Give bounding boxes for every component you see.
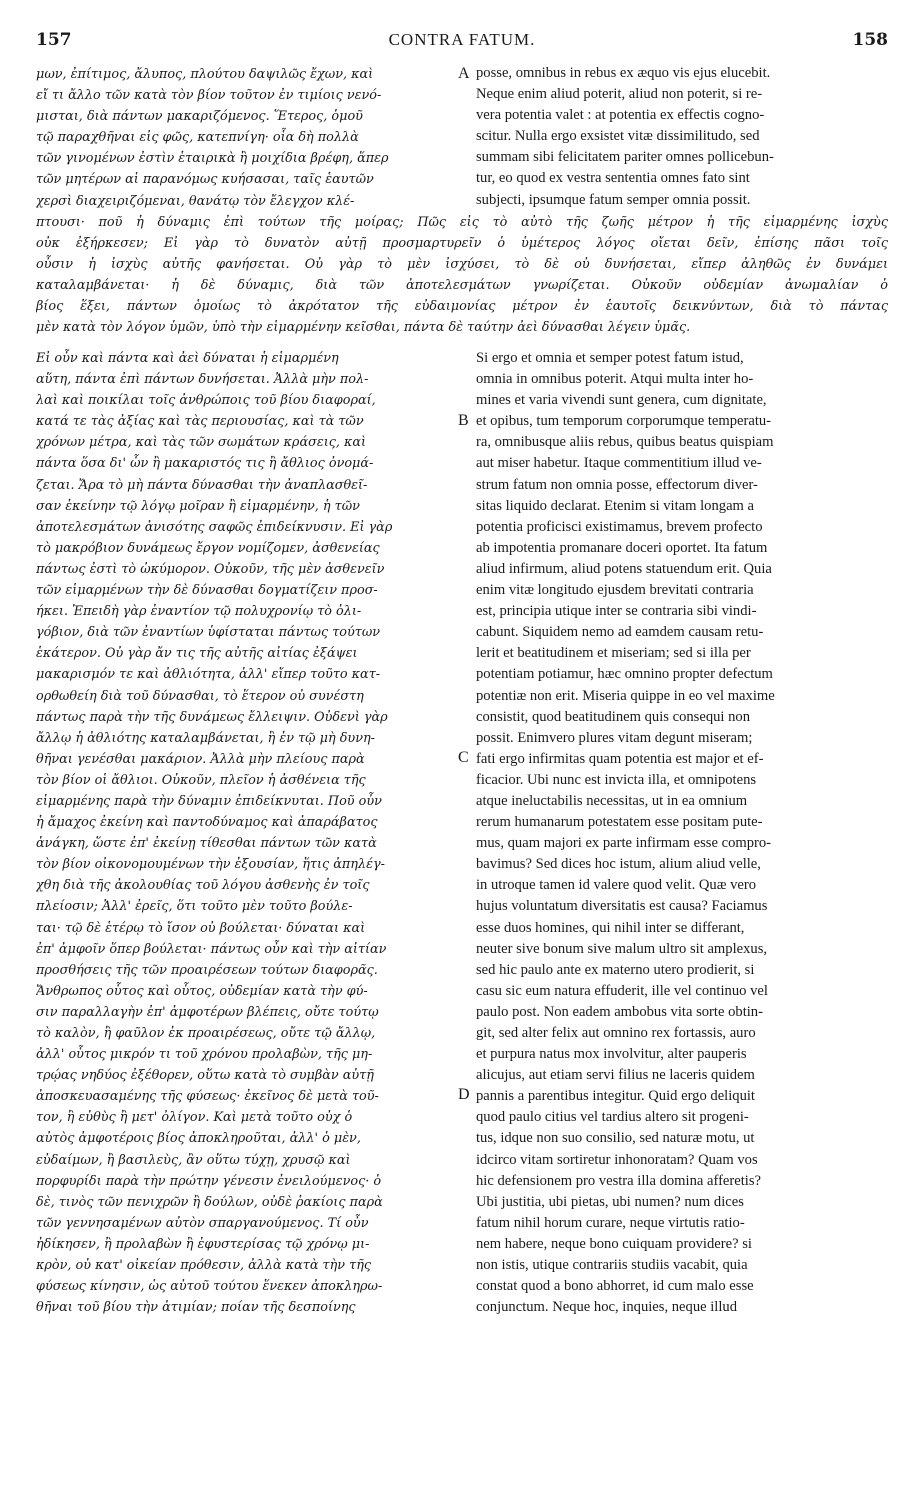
page-number-right: 158 bbox=[852, 30, 888, 50]
greek-text-line: ἄλλῳ ἡ ἀθλιότης καταλαμβάνεται, ἢ ἐν τῷ μὴ δυνη- bbox=[36, 730, 375, 746]
latin-text-line: conjunctum. Neque hoc, inquies, neque illud bbox=[476, 1299, 738, 1316]
latin-column-main bbox=[476, 348, 888, 1318]
greek-text-line: πτουσι· ποῦ ἡ δύναμις ἐπὶ τούτων τῆς μοίρας; Πῶς εἰς τὸ αὐτὸ τῆς ζωῆς μέτρον ἡ τῆς εἱμαρμένης ἰσχὺς bbox=[36, 215, 888, 230]
latin-text-line: nem habere, neque bono cuiquam providere? si bbox=[476, 1235, 752, 1252]
greek-text-line: κρὸν, οὐ κατ' οἰκείαν πρόθεσιν, ἀλλὰ κατὰ τὴν τῆς bbox=[36, 1258, 372, 1274]
running-header bbox=[36, 30, 888, 54]
latin-text-line: posse, omnibus in rebus ex æquo vis ejus elucebit. bbox=[476, 65, 771, 81]
greek-text-line: Ἄνθρωπος οὗτος καὶ οὗτος, οὐδεμίαν κατὰ τὴν φύ- bbox=[36, 983, 368, 999]
greek-text-line: πάντως ἐστὶ τὸ ὠκύμορον. Οὐκοῦν, τῆς μὲν ἀσθενεῖν bbox=[36, 561, 385, 577]
latin-text-line: possit. Enimvero plures vitam degunt miseram; bbox=[476, 729, 753, 746]
greek-text-line: ἀλλ' οὗτος μικρόν τι τοῦ χρόνου προλαβὼν, τῆς μη- bbox=[36, 1047, 373, 1063]
greek-text-line: αὕτη, πάντα ἐπὶ πάντων δυνήσεται. Ἀλλὰ μὴν πολ- bbox=[36, 372, 369, 388]
greek-text-line: Εἰ οὖν καὶ πάντα καὶ ἀεὶ δύναται ἡ εἱμαρμένη bbox=[36, 351, 339, 366]
latin-text-line: cabunt. Siquidem nemo ad eamdem causam retu- bbox=[476, 624, 764, 641]
latin-text-line: pannis a parentibus integitur. Quid ergo deliquit bbox=[476, 1088, 755, 1105]
greek-text-line: δὲ, τινὸς τῶν πενιχρῶν ἢ δούλων, οὐδὲ ῥακίοις παρὰ bbox=[36, 1194, 383, 1210]
latin-text-line: constat quod a bono abhorret, id cum malo esse bbox=[476, 1278, 754, 1295]
latin-text-line: sed hic paulo ante ex materno utero prodierit, si bbox=[476, 961, 755, 978]
greek-text-line: οὐκ ἐξήρκεσεν; Εἰ γὰρ τὸ δυνατὸν αὐτῇ προσμαρτυρεῖν ὁ ὑμέτερος λόγος οἴεται δεῖν, ἐπίσης πᾶσι τοῖς bbox=[36, 236, 888, 252]
greek-text-line: γόβιον, διὰ τῶν ἐναντίων ὑφίσταται πάντως τούτων bbox=[36, 625, 381, 641]
latin-text-line: paulo post. Non eadem ambobus vita sorte obtin- bbox=[476, 1003, 763, 1020]
latin-text-line: non istis, utique contrariis studiis vacabit, quia bbox=[476, 1257, 748, 1274]
greek-text-line: οὖσιν ἡ ἰσχὺς αὐτῆς φανήσεται. Οὐ γὰρ τὸ μὲν ἰσχύσει, τὸ δὲ οὐ δυνήσεται, εἴπερ ἀληθῶς ἐν δυνάμει bbox=[36, 257, 888, 273]
greek-text-line: ἐπ' ἀμφοῖν ὅπερ βούλεται· πάντως οὖν καὶ τὴν αἰτίαν bbox=[36, 941, 387, 957]
latin-text-line: tur, eo quod ex vestra sententia omnes fato sint bbox=[476, 170, 750, 187]
greek-text-line: φύσεως κίνησιν, ὡς αὐτοῦ τούτου ἕνεκεν ἀποκληρω- bbox=[36, 1279, 383, 1295]
latin-text-line: enim vitæ longitudo ejusdem brevitati contraria bbox=[476, 582, 754, 599]
greek-full-width-passage bbox=[36, 212, 888, 339]
section-marker-b: B bbox=[458, 412, 469, 429]
greek-text-line: θῆναι τοῦ βίου τὴν ἀτιμίαν; ποίαν τῆς δεσποίνης bbox=[36, 1300, 356, 1316]
latin-text-line: quod paulo citius vel tardius altero sit progeni- bbox=[476, 1109, 749, 1126]
latin-text-line: ra, omnibusque aliis rebus, quibus beatus quispiam bbox=[476, 434, 774, 451]
section-marker-a: A bbox=[458, 65, 470, 82]
greek-text-line: τῶν γινομένων ἐστὶν ἑταιρικὰ ἢ μοιχίδια βρέφη, ἅπερ bbox=[36, 151, 389, 167]
greek-text-line: εἱμαρμένης παρὰ τὴν δύναμιν ἐπιδείκνυται. Ποῦ οὖν bbox=[36, 793, 382, 809]
greek-text-line: προσθήσεις τῆς τῶν προαιρέσεων τούτων διαφορᾶς. bbox=[36, 962, 378, 978]
latin-text-line: ab impotentia promanare doceri oportet. Ita fatum bbox=[476, 539, 768, 556]
latin-text-line: neuter sive bonum sive malum ultro sit amplexus, bbox=[476, 940, 768, 957]
latin-text-line: potentiæ non erit. Miseria quippe in eo vel maxime bbox=[476, 687, 775, 704]
greek-text-line: τῶν μητέρων αἱ παρανόμως κυήσασαι, ταῖς ἑαυτῶν bbox=[36, 172, 374, 188]
latin-text-line: Si ergo et omnia et semper potest fatum istud, bbox=[476, 350, 744, 366]
latin-text-line: potentiam potiamur, hæc omnino propter defectum bbox=[476, 666, 773, 683]
greek-text-line: πάντως παρὰ τὴν τῆς δυνάμεως ἔλλειψιν. Οὐδενὶ γὰρ bbox=[36, 709, 388, 725]
latin-text-line: fati ergo infirmitas quam potentia est major et ef- bbox=[476, 750, 764, 767]
latin-text-line: git, sed alter felix aut omnino rex fortassis, auro bbox=[476, 1025, 756, 1041]
greek-text-line: τρῴας νηδύος ἐξέθορεν, οὕτω κατὰ τὸ συμβὰν αὐτῇ bbox=[36, 1068, 374, 1084]
latin-text-line: lerit et beatitudinem et miseriam; sed si illa per bbox=[476, 645, 751, 662]
latin-text-line: ficacior. Ubi nunc est invicta illa, et omnipotens bbox=[476, 771, 757, 788]
greek-text-line: ται· τῷ δὲ ἑτέρῳ τὸ ἴσον οὐ βούλεται· δύναται καὶ bbox=[36, 920, 366, 936]
latin-text-line: esse duos homines, qui nihil inter se differant, bbox=[476, 919, 745, 936]
greek-text-line: τον, ἢ εὐθὺς ἢ μετ' ὀλίγον. Καὶ μετὰ τοῦτο οὐχ ὁ bbox=[36, 1110, 353, 1126]
section-marker-c: C bbox=[458, 749, 469, 766]
greek-text-line: μων, ἐπίτιμος, ἄλυπος, πλούτου δαψιλῶς ἔχων, καὶ bbox=[36, 67, 374, 82]
latin-text-line: est, principia utique inter se contraria sibi vindi- bbox=[476, 603, 757, 620]
running-title: CONTRA FATUM. bbox=[388, 30, 536, 49]
latin-text-line: idcirco vitam sortiretur inhonoratam? Quam vos bbox=[476, 1151, 758, 1168]
greek-text-line: ἀποτελεσμάτων ἀνισότης σαφῶς ἐπιδείκνυσιν. Εἰ γὰρ bbox=[36, 519, 393, 535]
greek-text-line: θῆναι γενέσθαι μακάριον. Ἀλλὰ μὴν πλείους παρὰ bbox=[36, 751, 365, 767]
greek-text-line: εἴ τι ἄλλο τῶν κατὰ τὸν βίον τοῦτον ἐν τιμίοις νενό- bbox=[36, 88, 382, 104]
greek-text-line: αὐτὸς ἀμφοτέροις βίος ἀποκληροῦται, ἀλλ' ὁ μὲν, bbox=[36, 1131, 361, 1147]
latin-text-line: tus, idque non suo consilio, sed naturæ motu, ut bbox=[476, 1130, 755, 1147]
greek-text-line: πλείοσιν; Ἀλλ' ἐρεῖς, ὅτι τοῦτο μὲν τοῦτο βούλε- bbox=[36, 899, 353, 915]
greek-text-line: ἡ ἄμαχος ἐκείνη καὶ παντοδύναμος καὶ ἀπαράβατος bbox=[36, 815, 378, 831]
greek-text-line: χερσὶ διαχειριζόμεναι, θανάτῳ τὸν ἔλεγχον κλέ- bbox=[36, 193, 355, 209]
greek-text-line: τὸν βίον οἱ ἄθλιοι. Οὐκοῦν, πλεῖον ἡ ἀσθένεια τῆς bbox=[36, 772, 366, 788]
latin-text-line: hic defensionem pro vestra illa domina afferetis? bbox=[476, 1172, 762, 1189]
greek-text-line: τὸν βίον οἰκονομουμένων τὴν ἐξουσίαν, ἥτις ἀπηλέγ- bbox=[36, 857, 385, 873]
greek-text-line: μακαρισμόν τε καὶ ἀθλιότητα, ἀλλ' εἴπερ τοῦτο κατ- bbox=[36, 667, 381, 683]
latin-column-top bbox=[476, 63, 888, 211]
latin-text-line: casu sic eum natura effuderit, ille vel continuo vel bbox=[476, 982, 768, 999]
greek-text-line: ήκει. Ἐπειδὴ γὰρ ἐναντίον τῷ πολυχρονίῳ τὸ ὀλι- bbox=[36, 604, 362, 620]
latin-text-line: mus, quam majori ex parte infirmam esse compro- bbox=[476, 835, 772, 852]
latin-text-line: vera potentia valet : at potentia ex effectis cogno- bbox=[476, 107, 765, 124]
greek-text-line: σαν ἐκείνην τῷ λόγῳ μοῖραν ἢ εἱμαρμένην, ἡ τῶν bbox=[36, 498, 360, 514]
latin-text-line: strum fatum non omnia posse, effectorum diver- bbox=[476, 476, 758, 493]
latin-text-line: et opibus, tum temporum corporumque temperatu- bbox=[476, 413, 772, 430]
greek-text-line: σιν παραλλαγὴν ἐπ' ἀμφοτέρων βλέπεις, οὔτε τούτῳ bbox=[36, 1004, 379, 1020]
greek-text-line: εὐδαίμων, ἢ βασιλεὺς, ἂν οὕτω τύχῃ, χρυσῷ καὶ bbox=[36, 1152, 351, 1168]
latin-text-line: sitas liquido declarat. Etenim si vitam longam a bbox=[476, 497, 755, 514]
greek-text-line: ἑκάτερον. Οὐ γὰρ ἄν τις τῆς αὐτῆς αἰτίας ἐξάψει bbox=[36, 646, 358, 662]
latin-text-line: Neque enim aliud poterit, aliud non poterit, si re- bbox=[476, 86, 763, 103]
greek-text-line: λαὶ καὶ ποικίλαι τοῖς ἀνθρώποις τοῦ βίου διαφοραί, bbox=[36, 393, 376, 409]
greek-text-line: καταλαμβάνεται· ἡ δὲ δύναμις, διὰ τῶν ἀποτελεσμάτων γνωρίζεται. Οὐκοῦν οὐδεμίαν ἀνωμαλίαν ὁ bbox=[36, 278, 888, 294]
latin-text-line: aliud infirmum, aliud potens statuendum erit. Quia bbox=[476, 560, 772, 577]
section-marker-d: D bbox=[458, 1086, 470, 1103]
greek-text-line: χθη διὰ τῆς ἀκολουθίας τοῦ λόγου ἀσθενὴς ἐν τοῖς bbox=[36, 878, 370, 894]
page-number-left: 157 bbox=[36, 30, 72, 50]
greek-text-line: τῷ παραχθῆναι εἰς φῶς, κατεπνίγη· οἷα δὴ πολλὰ bbox=[36, 130, 359, 146]
greek-text-line: τὸ μακρόβιον δυνάμεως ἔργον νομίζομεν, ἀσθενείας bbox=[36, 540, 380, 556]
greek-text-line: τῶν γεννησαμένων αὐτὸν σπαργανούμενος. Τί οὖν bbox=[36, 1215, 369, 1231]
latin-text-line: atque ineluctabilis necessitas, ut in ea omnium bbox=[476, 792, 748, 809]
greek-text-line: τὸ καλὸν, ἢ φαῦλον ἐκ προαιρέσεως, οὔτε τῷ ἄλλῳ, bbox=[36, 1026, 376, 1041]
latin-text-line: in utroque tamen id valere quod velit. Quæ vero bbox=[476, 877, 757, 894]
latin-text-line: subjecti, ipsumque fatum semper omnia possit. bbox=[476, 191, 751, 208]
latin-text-line: mines et varia vivendi sunt genera, cum dignitate, bbox=[476, 392, 767, 409]
greek-text-line: ορθωθείη διὰ τοῦ δύνασθαι, τὸ ἕτερον οὐ συνέστη bbox=[36, 688, 364, 704]
latin-text-line: potentia proficisci existimamus, brevem profecto bbox=[476, 518, 763, 535]
greek-column-main bbox=[36, 348, 456, 1318]
latin-text-line: fatum nihil horum curare, neque virtutis ratio- bbox=[476, 1214, 745, 1231]
latin-text-line: scitur. Nulla ergo exsistet vitæ dissimilitudo, sed bbox=[476, 128, 760, 145]
greek-text-line: χρόνων μέτρα, καὶ τὰς τῶν σωμάτων κράσεις, καὶ bbox=[36, 435, 367, 451]
latin-text-line: Ubi justitia, ubi pietas, ubi numen? num dices bbox=[476, 1193, 744, 1210]
greek-text-line: τῶν εἱμαρμένων τὴν δὲ δύνασθαι δογματίζειν προσ- bbox=[36, 583, 378, 599]
greek-text-line: πορφυρίδι παρὰ τὴν πρώτην γένεσιν ἐνειλούμενος· ὁ bbox=[36, 1173, 382, 1189]
greek-text-line: ἀνάγκη, ὥστε ἐπ' ἐκείνῃ τίθεσθαι πάντων τῶν κατὰ bbox=[36, 836, 377, 852]
latin-text-line: rerum humanarum potestatem esse positam pute- bbox=[476, 814, 763, 831]
latin-text-line: consistit, quod beatitudinem quis consequi non bbox=[476, 708, 751, 725]
greek-text-line: κατά τε τὰς ἀξίας καὶ τὰς περιουσίας, καὶ τὰ τῶν bbox=[36, 414, 364, 430]
greek-text-line: ζεται. Ἄρα τὸ μὴ πάντα δύνασθαι τὴν ἀναπλασθεῖ- bbox=[36, 477, 368, 493]
greek-text-line: μὲν κατὰ τὸν λόγον ὑμῶν, ὑπὸ τὴν εἱμαρμένην κεῖσθαι, πάντα δὲ ταύτην ἀεὶ δύνασθαι λέγειν ὑμᾶς. bbox=[36, 320, 691, 336]
latin-text-line: omnia in omnibus poterit. Atqui multa inter ho- bbox=[476, 371, 754, 388]
greek-text-line: μισται, διὰ πάντων μακαριζόμενος. Ἕτερος, ὁμοῦ bbox=[36, 109, 363, 125]
latin-text-line: aut miser habetur. Itaque commentitium illud ve- bbox=[476, 455, 762, 472]
greek-text-line: ἠδίκησεν, ἢ προλαβὼν ἢ ἐφυστερίσας τῷ χρόνῳ μι- bbox=[36, 1236, 370, 1252]
latin-text-line: et purpura natus mox involvitur, alter pauperis bbox=[476, 1046, 747, 1063]
latin-text-line: bavimus? Sed dices hoc istum, alium aliud velle, bbox=[476, 856, 761, 873]
greek-column-top bbox=[36, 64, 456, 212]
greek-text-line: πάντα ὅσα δι' ὧν ἢ μακαριστός τις ἢ ἄθλιος ὀνομά- bbox=[36, 456, 374, 472]
latin-text-line: hujus voluntatum diversitatis est causa? Faciamus bbox=[476, 898, 768, 915]
latin-text-line: summam sibi felicitatem pariter omnes pollicebun- bbox=[476, 149, 774, 166]
latin-text-line: alicujus, aut etiam servi filius ne laceris quidem bbox=[476, 1067, 755, 1084]
greek-text-line: ἀποσκευασαμένης τῆς φύσεως· ἐκεῖνος δὲ μετὰ τοῦ- bbox=[36, 1089, 379, 1105]
greek-text-line: βίος ἕξει, πάντων ὁμοίως τὸ ἀκρότατον τῆς εὐδαιμονίας μέτρον ἐν ἑαυτοῖς δεικνύντων, διὰ τὸ πάντας bbox=[36, 299, 888, 315]
